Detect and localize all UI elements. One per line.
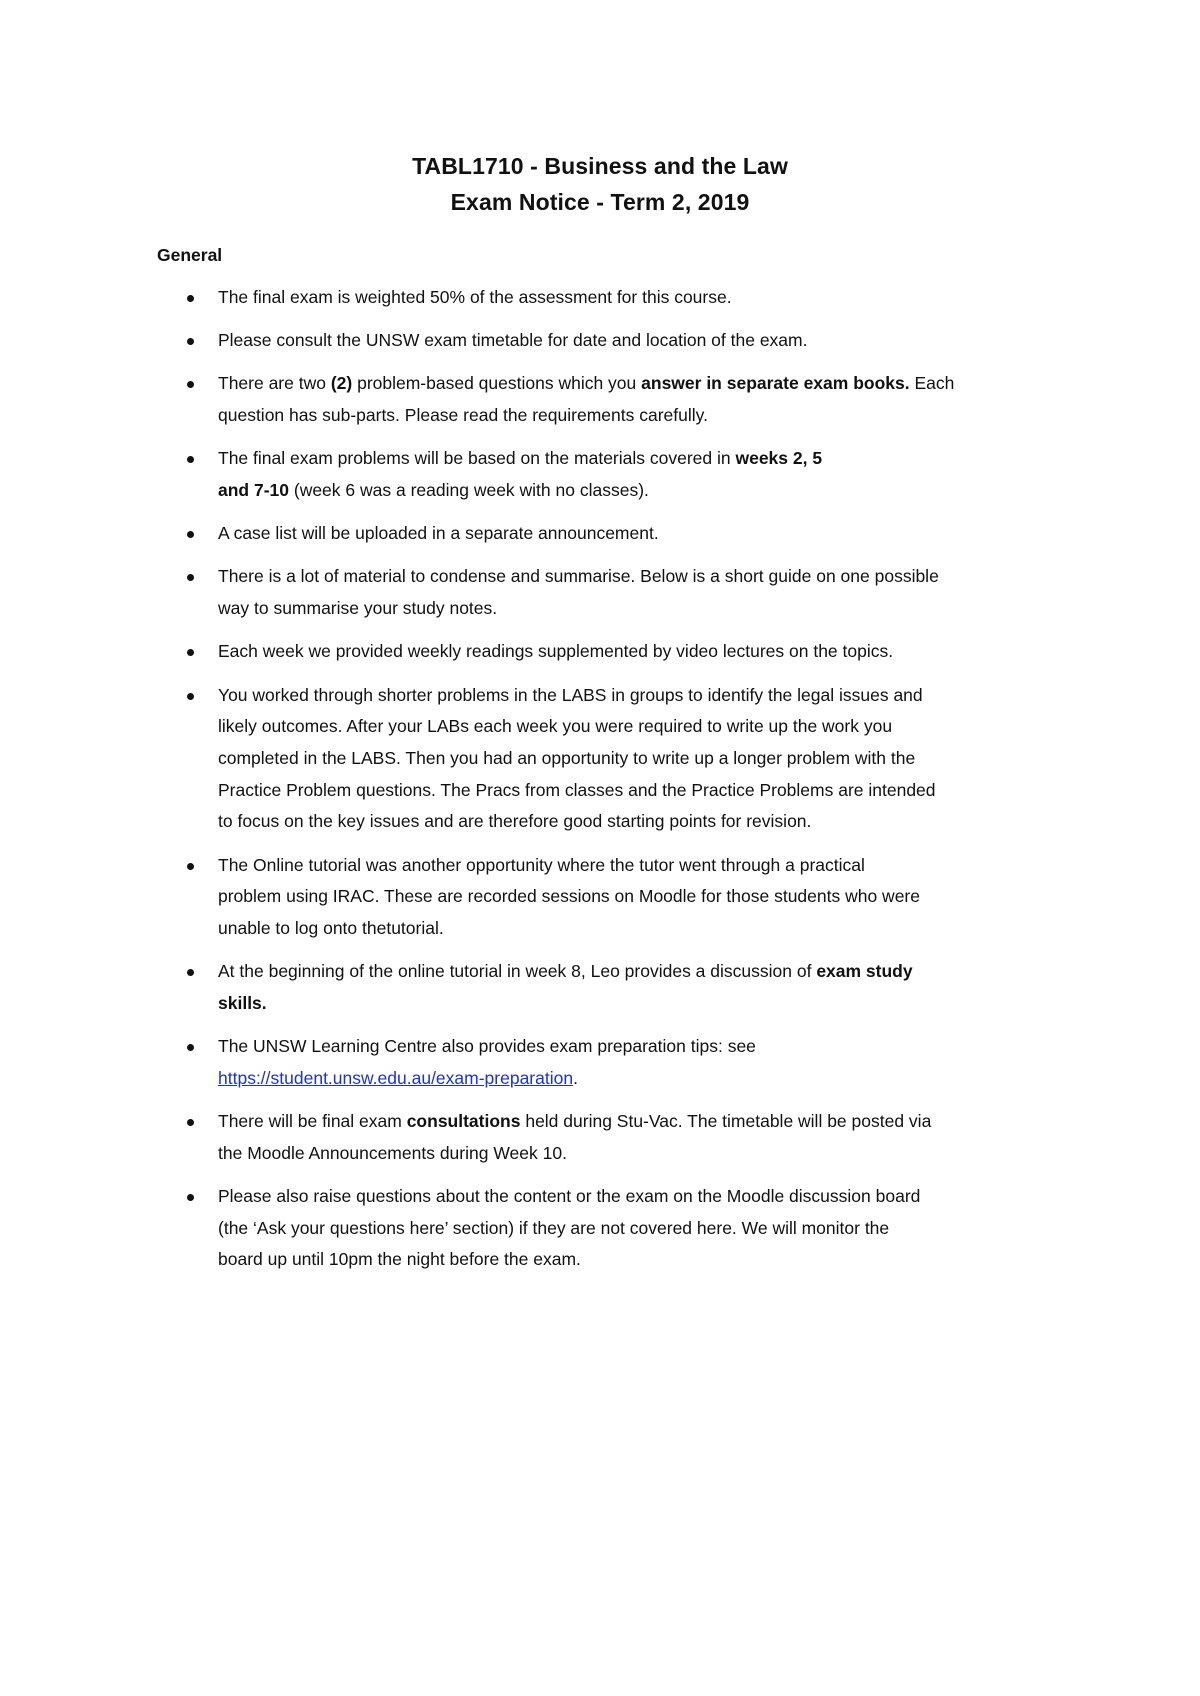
bold-text: answer in separate exam books.: [641, 373, 910, 394]
body-text: There is a lot of material to condense and summarise. Below is a short guide on one possible way to summarise your study notes.: [218, 566, 939, 619]
body-text: Please also raise questions about the content or the exam on the Moodle discussion board (the ‘Ask your questions here’ section) if they are not covered here. We will monitor the board up until 10pm the night before the exam.: [218, 1185, 921, 1270]
list-item: [157, 368, 1060, 431]
bullet-text: [218, 680, 1060, 839]
bullet-text: [218, 1031, 1060, 1094]
bullet-dot-icon: [187, 1194, 194, 1201]
list-item: [157, 518, 1060, 550]
title-block: [0, 148, 1200, 220]
bullet-text: [218, 1181, 1060, 1276]
body-text: (week 6 was a reading week with no classes).: [289, 480, 649, 501]
exam-preparation-link[interactable]: https://student.unsw.edu.au/exam-preparation: [218, 1067, 574, 1088]
body-text: problem-based questions which you: [352, 373, 642, 394]
body-text: Each week we provided weekly readings supplemented by video lectures on the topics.: [218, 641, 894, 662]
document-subtitle: Exam Notice - Term 2, 2019: [450, 189, 750, 215]
list-item: [157, 325, 1060, 357]
document-title: TABL1710 - Business and the Law: [412, 153, 788, 179]
section-heading-general: General: [157, 245, 223, 265]
list-item: [157, 680, 1060, 839]
bullet-text: [218, 443, 1060, 506]
body-text: held during Stu-Vac. The timetable will be posted via the Moodle Announcements during Week 10.: [218, 1110, 932, 1163]
body-text: There will be final exam: [218, 1110, 407, 1131]
bullet-dot-icon: [187, 649, 194, 656]
bullet-dot-icon: [187, 574, 194, 581]
bullet-dot-icon: [187, 1119, 194, 1126]
body-text: The final exam is weighted 50% of the assessment for this course.: [218, 287, 732, 307]
bullet-dot-icon: [187, 381, 194, 388]
bullet-text: [218, 636, 1060, 668]
body-text: A case list will be uploaded in a separate announcement.: [218, 523, 659, 544]
bold-text: exam study skills.: [218, 961, 913, 1013]
bullet-dot-icon: [187, 969, 194, 976]
bullet-text: [218, 956, 1060, 1019]
bullet-list: [157, 282, 1057, 1287]
bullet-dot-icon: [187, 456, 194, 463]
bold-text: weeks 2, 5 and 7-10: [218, 448, 823, 501]
list-item: [157, 1181, 1060, 1276]
list-item: [157, 956, 1060, 1019]
body-text: .: [573, 1067, 578, 1088]
body-text: You worked through shorter problems in the LABS in groups to identify the legal issues and likely outcomes. After your LABs each week you were required to write up the work you completed in the LABS. Then you had an opportunity to write up a longer problem with the Practice Problem questions. The Pracs from classes and the Practice Problems are intended to focus on the key issues and are therefore good starting points for revision.: [218, 684, 936, 832]
body-text: At the beginning of the online tutorial in week 8, Leo provides a discussion of: [218, 961, 817, 982]
list-item: [157, 561, 1060, 624]
bullet-text: [218, 368, 1060, 431]
bullet-text: [218, 850, 1060, 945]
body-text: The UNSW Learning Centre also provides exam preparation tips: see: [218, 1036, 756, 1057]
list-item: [157, 1106, 1060, 1169]
body-text: The Online tutorial was another opportunity where the tutor went through a practical problem using IRAC. These are recorded sessions on Moodle for those students who were unable to log onto thetutorial.: [218, 854, 920, 938]
bullet-dot-icon: [187, 531, 194, 538]
bold-text: consultations: [406, 1110, 521, 1131]
bullet-text: [218, 1106, 1060, 1169]
bullet-dot-icon: [187, 295, 194, 302]
body-text: Each question has sub-parts. Please read the requirements carefully.: [218, 373, 955, 426]
body-text: Please consult the UNSW exam timetable for date and location of the exam.: [218, 330, 808, 351]
bullet-text: [218, 518, 1060, 550]
bullet-dot-icon: [187, 863, 194, 870]
body-text: The final exam problems will be based on the materials covered in: [218, 448, 736, 469]
bullet-dot-icon: [187, 338, 194, 345]
bullet-text: [218, 282, 1060, 314]
list-item: [157, 636, 1060, 668]
list-item: [157, 1031, 1060, 1094]
bullet-dot-icon: [187, 693, 194, 700]
bullet-text: [218, 325, 1060, 357]
body-text: There are two: [218, 373, 331, 394]
bullet-dot-icon: [187, 1044, 194, 1051]
bullet-text: [218, 561, 1060, 624]
bold-text: (2): [330, 373, 353, 394]
list-item: [157, 443, 1060, 506]
list-item: [157, 850, 1060, 945]
list-item: [157, 282, 1060, 314]
